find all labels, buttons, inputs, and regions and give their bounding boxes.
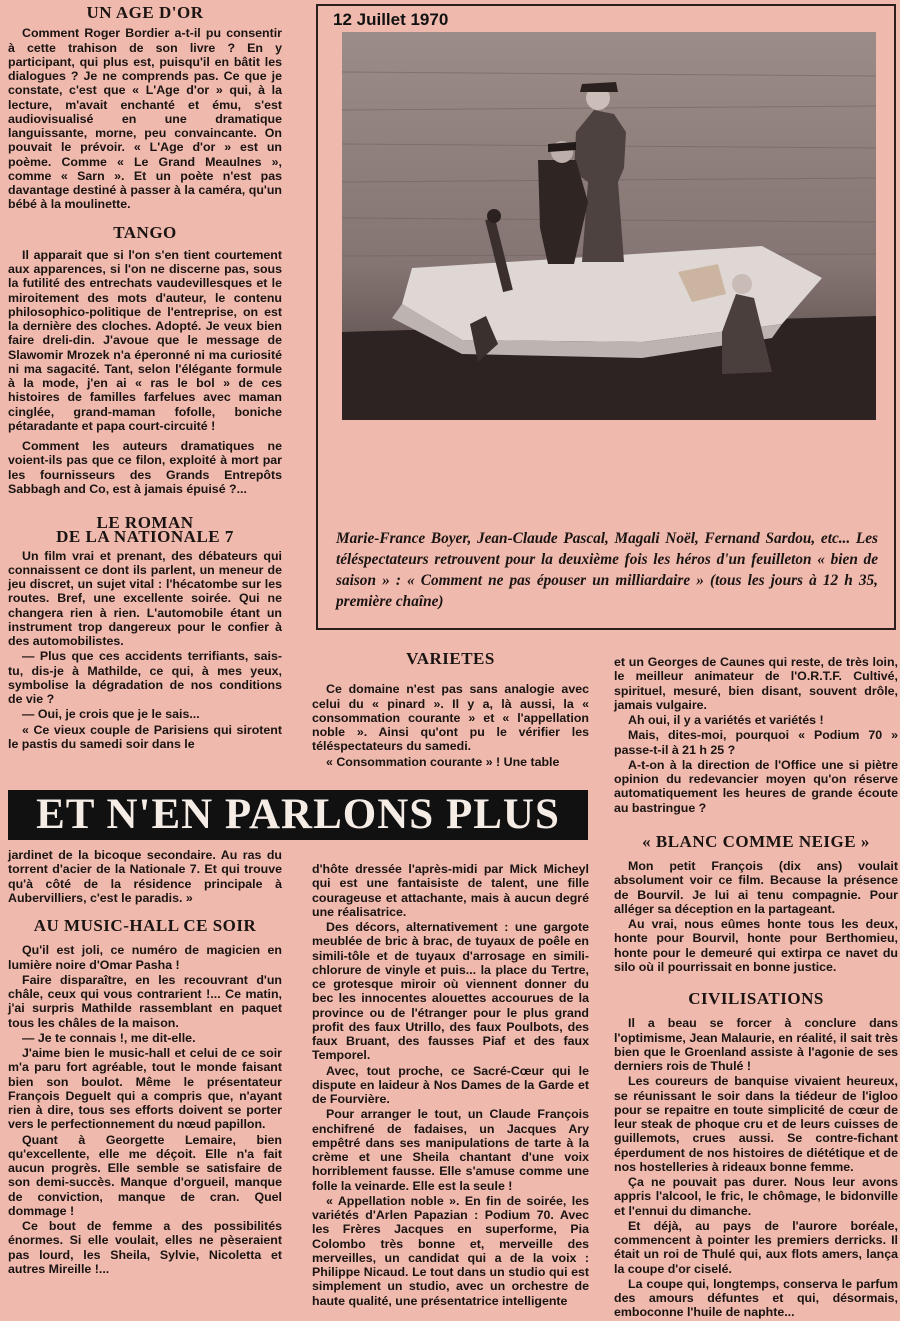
civilisations-paragraph: Les coureurs de banquise vivaient heureux, se réunissant le soir dans la tiédeur de l'igloo pour se repaitre en toute simplicité de cœur de leur steak de phoque cru et de leurs cuisses de guillemots, crues aussi. Se contre-fichant éperdument de nos histoires de diététique et de nos hostelleries à rideaux bonne femme. — [614, 1074, 898, 1174]
music-hall-paragraph: Quant à Georgette Lemaire, bien qu'excellente, elle me déçoit. Elle n'a fait aucun progrès. Elle semble se satisfaire de son demi-succès. Manque d'orgueil, manque de conviction, manque de cran. Quel dommage ! — [8, 1132, 282, 1218]
varietes-continuation: Pour arranger le tout, un Claude François enchifrené de fadaises, un Jacques Ary empêtré dans ses manipulations de tarte à la crème et une Sheila chantant d'une voix horriblement fausse. Elle s'amuse comme une folle la veinarde. Elle est la seule ! — [312, 1107, 589, 1193]
varietes-paragraph: Ce domaine n'est pas sans analogie avec celui du « pinard ». Il y a, là aussi, la « consommation courante » et « l'appellation noble ». Ainsi qu'ont pu le vérifier les téléspectateurs du samedi. — [312, 682, 589, 754]
blanc-paragraph: Mon petit François (dix ans) voulait absolument voir ce film. Because la présence de Bourvil. Je lui ai tenu compagnie. Pour alléger sa déception en la partageant. — [614, 859, 898, 916]
varietes-continuation: Des décors, alternativement : une gargote meublée de bric à brac, de tuyaux de poêle en simili-tôle et de tuyaux d'arrosage en simili-chlorure de vinyle et puis... la place du Tertre, ce grotesque miroir où viennent donner du bec les innocentes alouettes accourues de la province ou de l'étranger pour le plus grand profit des faux Utrillo, des faux Poulbots, des faux Bruant, des fausses Piaf et des faux Temporel. — [312, 920, 589, 1063]
blanc-paragraph: Au vrai, nous eûmes honte tous les deux, honte pour Bourvil, honte pour Berthomieu, honte pour le demeuré qui extirpa ce navet du silo où il pourrissait en bonne justice. — [614, 917, 898, 974]
roman-continuation: jardinet de la bicoque secondaire. Au ras du torrent d'acier de la Nationale 7. Et qui trouve qu'à côté de la résidence principale à Aubervilliers, c'est le paradis. » — [8, 848, 282, 905]
music-hall-paragraph: J'aime bien le music-hall et celui de ce soir m'a paru fort agréable, tout le monde faisant bien son boulot. Même le présentateur François Deguelt qui a compris que, n'ayant rien à dire, tous ses efforts doivent se porter vers le perfectionnement du nœud papillon. — [8, 1046, 282, 1132]
column-middle-bottom — [312, 862, 589, 1309]
roman-paragraph: Un film vrai et prenant, des débateurs qui connaissent ce dont ils parlent, un meneur de jeu discret, un sujet vital : l'hécatombe sur les routes. Bref, une excellente soirée. Qui ne changera rien à rien. L'automobile étant un instrument trop dangereux pour le confier à des automobilistes. — [8, 548, 282, 648]
tango-paragraph: Il apparait que si l'on s'en tient courtement aux apparences, si l'on ne discerne pas, sous la futilité des entrechats vaudevillesques et le miroitement des mots d'auteur, le contenu philosophico-politique de l'entreprise, on est la dernière des cloches. Adopté. Je veux bien faire dreli-din. J'avoue que le message de Slawomir Mrozek n'a éperonné ni ma curiosité ni ma sagacité. Tant, selon l'élégante formule à la mode, j'en ai « ras le bol » de ces histoires de familles farfelues avec maman cinglée, grand-maman fofolle, boniche pétaradante et papa court-circuité ! — [8, 247, 282, 433]
heading-roman-line2: DE LA NATIONALE 7 — [56, 527, 234, 547]
varietes-continuation: « Appellation noble ». En fin de soirée, les variétés d'Arlen Papazian : Podium 70. Avec les Frères Jacques en superforme, Pia Colombo très bonne et, merveille des merveilles, un candidat qui a de la voix : Philippe Nicaud. Le tout dans un studio qui est simplement un studio, avec un orchestre de haute qualité, une présentatrice intelligente — [312, 1193, 589, 1308]
column-left-top — [8, 3, 282, 752]
heading-civilisations: CIVILISATIONS — [688, 989, 824, 1008]
varietes-continuation: Ah oui, il y a variétés et variétés ! — [628, 713, 824, 727]
varietes-continuation: Avec, tout proche, ce Sacré-Cœur qui le dispute en laideur à Nos Dames de la Garde et de Fourvière. — [312, 1063, 589, 1106]
column-middle-top — [312, 649, 589, 770]
music-hall-paragraph: Ce bout de femme a des possibilités énormes. Si elle voulait, elles ne pèseraient pas lourd, les Sheila, Sylvie, Nicoletta et autres Mireille !... — [8, 1219, 282, 1276]
music-hall-paragraph: Qu'il est joli, ce numéro de magicien en lumière noire d'Omar Pasha ! — [8, 943, 282, 972]
civilisations-paragraph: La coupe qui, longtemps, conserva le parfum des amours défuntes et qui, désormais, emboconne l'huile de naphte... — [614, 1276, 898, 1320]
varietes-continuation: et un Georges de Caunes qui reste, de très loin, le meilleur animateur de l'O.R.T.F. Cultivé, spirituel, mesuré, bien disant, souvent drôle, jamais vulgaire. — [614, 655, 898, 712]
civilisations-paragraph: Ça ne pouvait pas durer. Nous leur avons appris l'alcool, le fric, le chômage, le bidonville et l'ennui du dimanche. — [614, 1175, 898, 1218]
roman-paragraph: — Oui, je crois que je le sais... — [22, 707, 200, 722]
heading-roman-line1: LE ROMAN — [96, 513, 194, 532]
column-left-bottom — [8, 848, 282, 1277]
roman-paragraph: — Plus que ces accidents terrifiants, sais-tu, dis-je à Mathilde, ce qui, à mes yeux, symbolise la dégradation de nos conditions de vie ? — [8, 649, 282, 706]
heading-tango: TANGO — [113, 222, 177, 242]
varietes-continuation: Mais, dites-moi, pourquoi « Podium 70 » passe-t-il à 21 h 25 ? — [614, 728, 898, 757]
heading-music-hall: AU MUSIC-HALL CE SOIR — [33, 916, 257, 935]
roman-paragraph: « Ce vieux couple de Parisiens qui sirotent le pastis du samedi soir dans le — [8, 722, 282, 751]
age-or-paragraph: Comment Roger Bordier a-t-il pu consentir à cette trahison de son livre ? En y participant, qui plus est, puisqu'il en bâtit les dialogues ? Je ne comprends pas. Ce que je constate, c'est que « L'Age d'or » qui, à la lecture, m'avait enchanté et ému, s'est audiovisualisé en une dramatique languissante, morne, peu convaincante. On pouvait le prévoir. « L'Age d'or » est un poème. Comme « Le Grand Meaulnes », comme « Sarn ». Et un poète n'est pas davantage destiné à passer à la caméra, qu'un bébé à la moulinette. — [8, 26, 282, 212]
column-right — [614, 655, 898, 1321]
issue-date: 12 Juillet 1970 — [333, 10, 449, 29]
heading-age-or: UN AGE D'OR — [86, 3, 204, 22]
varietes-continuation: A-t-on à la direction de l'Office une si piètre opinion du redevancier moyen qu'on réserve automatiquement les heures de grande écoute au bastringue ? — [614, 757, 898, 815]
tango-paragraph: Comment les auteurs dramatiques ne voient-ils pas que ce filon, exploité à mort par les fournisseurs des Grands Entrepôts Sabbagh and Co, est à jamais épuisé ?... — [8, 439, 282, 496]
heading-varietes: VARIETES — [406, 649, 495, 668]
civilisations-paragraph: Et déjà, au pays de l'aurore boréale, commencent à pointer les premiers derricks. Il était un roi de Thulé qui, aux flots amers, lança la coupe d'or ciselé. — [614, 1218, 898, 1276]
banner-title: ET N'EN PARLONS PLUS — [8, 790, 588, 840]
music-hall-paragraph: — Je te connais !, me dit-elle. — [22, 1030, 196, 1045]
boat-photo — [342, 32, 876, 420]
varietes-continuation: d'hôte dressée l'après-midi par Mick Micheyl qui est une fantaisiste de talent, une fille courageuse et attachante, mais à aucun degré une réalisatrice. — [312, 862, 589, 919]
heading-blanc-comme-neige: « BLANC COMME NEIGE » — [642, 831, 870, 851]
photo-caption: Marie-France Boyer, Jean-Claude Pascal, Magali Noël, Fernand Sardou, etc... Les téléspectateurs retrouvent pour la deuxième fois les héros d'un feuilleton « bien de saison » : « Comment ne pas épouser un milliardaire » (tous les jours à 12 h 35, première chaîne) — [336, 530, 878, 610]
civilisations-paragraph: Il a beau se forcer à conclure dans l'optimisme, Jean Malaurie, en réalité, il sait très bien que le Groenland assiste à l'agonie de ses derniers rois de Thulé ! — [614, 1016, 898, 1073]
music-hall-paragraph: Faire disparaître, en les recouvrant d'un châle, ceux qui vous contrarient !... Ce matin, j'ai surpris Mathilde rassemblant en paquet tous les châles de la maison. — [8, 972, 282, 1030]
varietes-paragraph: « Consommation courante » ! Une table — [326, 754, 560, 769]
